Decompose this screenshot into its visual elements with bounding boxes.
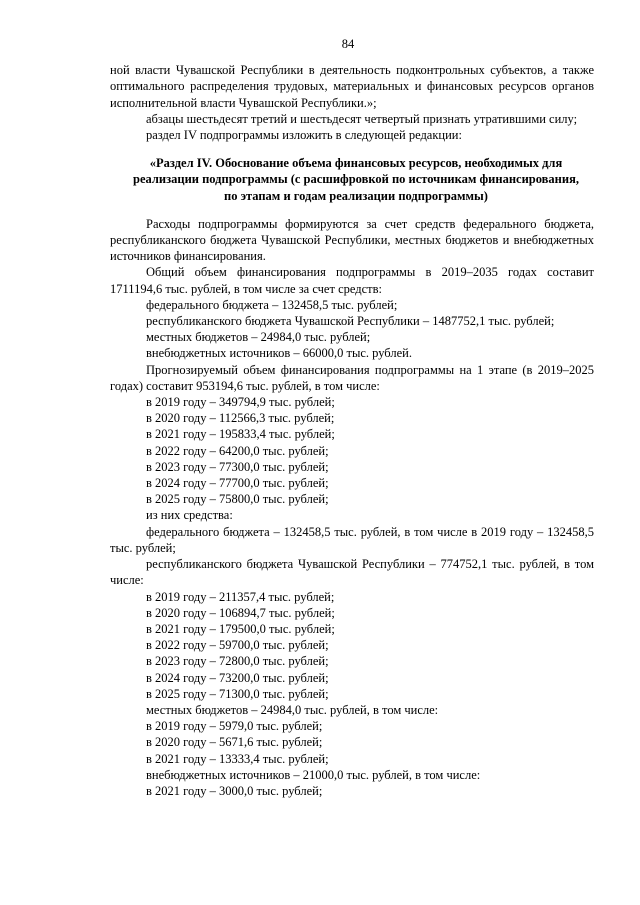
body-line: в 2021 году – 195833,4 тыс. рублей; (146, 427, 335, 442)
body-line: в 2023 году – 77300,0 тыс. рублей; (146, 459, 329, 474)
body-line: в 2020 году – 112566,3 тыс. рублей; (146, 411, 335, 426)
body-line: внебюджетных источников – 21000,0 тыс. рублей, в том числе: (146, 767, 481, 782)
body-paragraph: Расходы подпрограммы формируются за счет средств федерального бюджета, республиканского бюджета Чувашской Республики, местных бюджетов и внебюджетных источников финансирования. (110, 216, 594, 264)
body-paragraph: республиканского бюджета Чувашской Республики – 1487752,1 тыс. рублей; (146, 314, 555, 329)
body-line: в 2021 году – 179500,0 тыс. рублей; (146, 621, 335, 636)
intro-paragraph: абзацы шестьдесят третий и шестьдесят четвертый признать утратившими силу; (146, 111, 578, 126)
body-line: в 2021 году – 3000,0 тыс. рублей; (146, 783, 323, 798)
body-paragraph: Общий объем финансирования подпрограммы в 2019–2035 годах составит 1711194,6 тыс. рублей, в том числе за счет средств: (110, 265, 594, 296)
section-body (110, 216, 594, 799)
body-line: в 2019 году – 349794,9 тыс. рублей; (146, 395, 335, 410)
body-line: в 2020 году – 5671,6 тыс. рублей; (146, 735, 323, 750)
intro-continuation: ной власти Чувашской Республики в деятельность подконтрольных субъектов, а также оптимального распределения трудовых, материальных и финансовых ресурсов органов исполнительной власти Чувашской Республики.»; (110, 63, 594, 110)
document-page (110, 36, 594, 799)
body-line: местных бюджетов – 24984,0 тыс. рублей, в том числе: (146, 702, 439, 717)
body-line: в 2021 году – 13333,4 тыс. рублей; (146, 751, 329, 766)
body-line: внебюджетных источников – 66000,0 тыс. рублей. (146, 346, 412, 361)
body-paragraph: федерального бюджета – 132458,5 тыс. рублей, в том числе в 2019 году – 132458,5 тыс. рублей; (110, 524, 594, 555)
body-paragraph: Прогнозируемый объем финансирования подпрограммы на 1 этапе (в 2019–2025 годах) составит 953194,6 тыс. рублей, в том числе: (110, 362, 594, 393)
body-line: в 2024 году – 73200,0 тыс. рублей; (146, 670, 329, 685)
body-line: в 2022 году – 59700,0 тыс. рублей; (146, 638, 329, 653)
intro-paragraph: раздел IV подпрограммы изложить в следующей редакции: (146, 128, 462, 143)
body-line: федерального бюджета – 132458,5 тыс. рублей; (146, 297, 398, 312)
body-line: в 2025 году – 71300,0 тыс. рублей; (146, 686, 329, 701)
body-line: в 2019 году – 5979,0 тыс. рублей; (146, 719, 323, 734)
body-line: в 2022 году – 64200,0 тыс. рублей; (146, 443, 329, 458)
body-line: из них средства: (146, 508, 233, 523)
body-line: местных бюджетов – 24984,0 тыс. рублей; (146, 330, 371, 345)
body-line: в 2025 году – 75800,0 тыс. рублей; (146, 492, 329, 507)
page-number: 84 (341, 37, 355, 51)
body-line: в 2024 году – 77700,0 тыс. рублей; (146, 476, 329, 491)
body-line: в 2019 году – 211357,4 тыс. рублей; (146, 589, 335, 604)
section-heading: «Раздел IV. Обоснование объема финансовых ресурсов, необходимых для реализации подпрограммы (с расшифровкой по источникам финансирования, по этапам и годам реализации подпрограммы) (133, 156, 579, 203)
body-line: в 2023 году – 72800,0 тыс. рублей; (146, 654, 329, 669)
body-paragraph: республиканского бюджета Чувашской Республики – 774752,1 тыс. рублей, в том числе: (110, 557, 594, 588)
body-line: в 2020 году – 106894,7 тыс. рублей; (146, 605, 335, 620)
